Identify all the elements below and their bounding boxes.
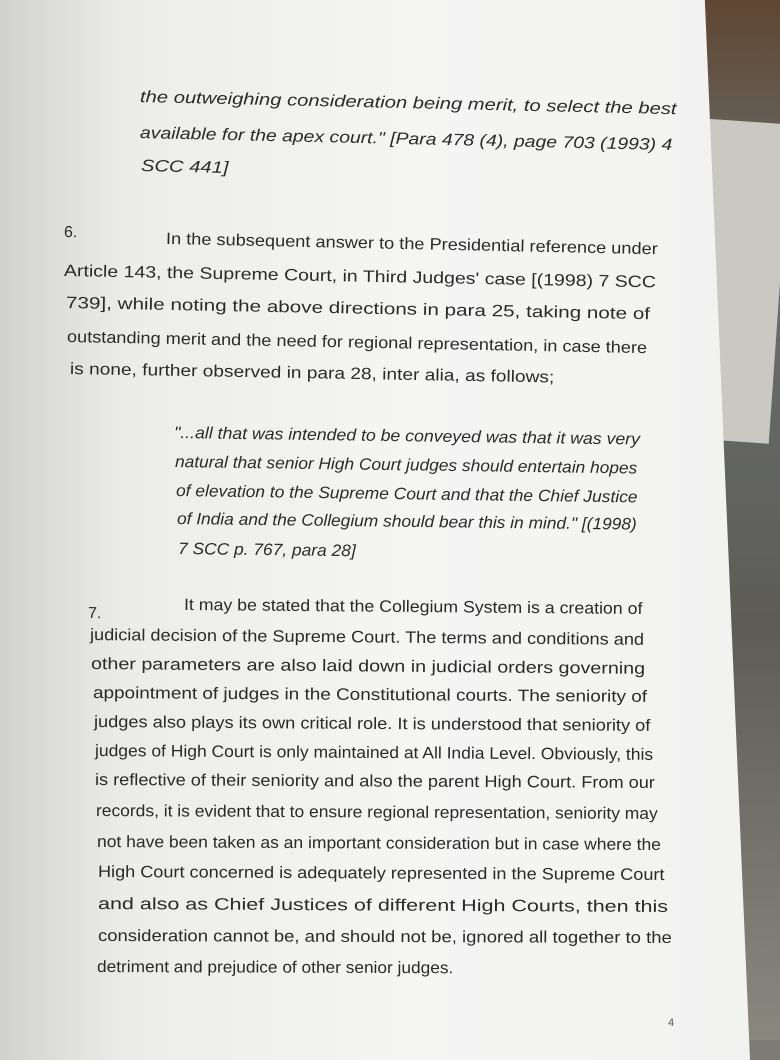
para7-line-7: is reflective of their seniority and also the parent High Court. From our (94, 771, 655, 792)
para7-line-8: records, it is evident that to ensure regional representation, seniority may (95, 802, 658, 823)
para6-line-5: is none, further observed in para 28, inter alia, as follows; (69, 360, 555, 387)
para6-number: 6. (63, 224, 78, 242)
para7-line-11: and also as Chief Justices of different High Courts, then this (97, 895, 669, 916)
para6-line-1: In the subsequent answer to the Presidential reference under (165, 230, 658, 259)
quote1-line-1: the outweighing consideration being merit, to select the best (139, 88, 677, 119)
quote2-line-2: natural that senior High Court judges should entertain hopes (174, 453, 638, 478)
para6-line-3: 739], while noting the above directions in para 25, taking note of (65, 294, 651, 324)
para7-line-13: detriment and prejudice of other senior judges. (96, 958, 454, 978)
quote2-line-3: of elevation to the Supreme Court and that the Chief Justice (175, 482, 638, 507)
para7-line-9: not have been taken as an important consideration but in case where the (96, 833, 661, 854)
para7-line-4: appointment of judges in the Constitutional courts. The seniority of (92, 684, 648, 706)
quote2-line-1: "...all that was intended to be conveyed was that it was very (173, 424, 641, 449)
page-number: 4 (668, 1017, 675, 1029)
para6-line-2: Article 143, the Supreme Court, in Third Judges' case [(1998) 7 SCC (63, 262, 657, 292)
para7-line-1: It may be stated that the Collegium System is a creation of (183, 596, 643, 619)
quote2-line-4: of India and the Collegium should bear this in mind." [(1998) (176, 510, 637, 534)
para7-line-3: other parameters are also laid down in judicial orders governing (90, 655, 646, 678)
para7-line-5: judges also plays its own critical role. It is understood that seniority of (93, 713, 651, 735)
quote1-line-3: SCC 441] (140, 157, 229, 177)
para7-number: 7. (87, 605, 102, 623)
quote1-line-2: available for the apex court." [Para 478 (4), page 703 (1993) 4 (139, 124, 673, 155)
para7-line-2: judicial decision of the Supreme Court. The terms and conditions and (89, 626, 645, 649)
para7-line-10: High Court concerned is adequately represented in the Supreme Court (97, 863, 665, 884)
para7-line-12: consideration cannot be, and should not be, ignored all together to the (97, 927, 672, 948)
para6-line-4: outstanding merit and the need for regional representation, in case there (66, 328, 648, 358)
quote2-line-5: 7 SCC p. 767, para 28] (177, 540, 356, 561)
para7-line-6: judges of High Court is only maintained at All India Level. Obviously, this (94, 742, 654, 764)
